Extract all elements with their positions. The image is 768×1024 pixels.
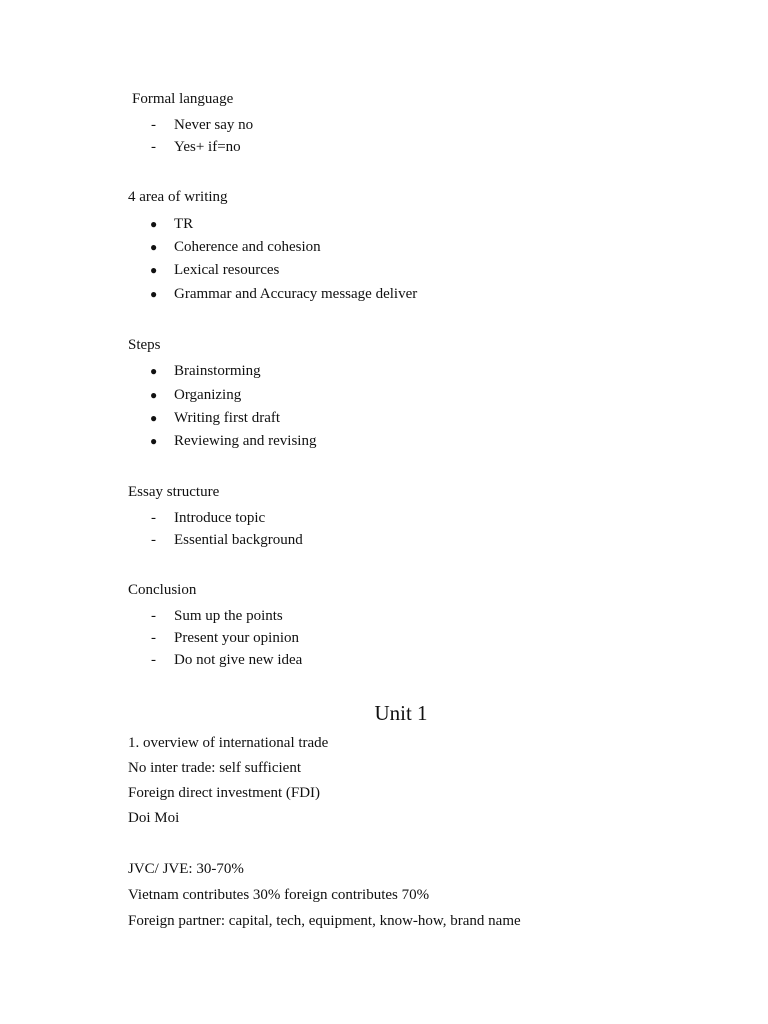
- list-item: Yes+ if=no: [174, 139, 241, 155]
- bullet-marker: ●: [150, 287, 158, 301]
- jvc-line: Vietnam contributes 30% foreign contributes 70%: [128, 887, 430, 903]
- steps-heading: Steps: [128, 337, 161, 353]
- unit-line: No inter trade: self sufficient: [128, 760, 301, 776]
- unit-line: Foreign direct investment (FDI): [128, 785, 321, 801]
- jvc-line: JVC/ JVE: 30-70%: [128, 861, 244, 877]
- writing-areas-heading: 4 area of writing: [128, 189, 228, 205]
- dash-marker: -: [151, 532, 156, 548]
- list-item: Brainstorming: [174, 363, 261, 379]
- list-item: Do not give new idea: [174, 652, 303, 668]
- unit-line: Doi Moi: [128, 810, 180, 826]
- list-item: Sum up the points: [174, 608, 283, 624]
- bullet-marker: ●: [150, 217, 158, 231]
- list-item: Present your opinion: [174, 630, 299, 646]
- list-item: Grammar and Accuracy message deliver: [174, 286, 418, 302]
- list-item: Never say no: [174, 117, 254, 133]
- list-item: Introduce topic: [174, 510, 266, 526]
- list-item: TR: [174, 216, 194, 232]
- dash-marker: -: [151, 630, 156, 646]
- jvc-line: Foreign partner: capital, tech, equipment, know-how, brand name: [128, 913, 521, 929]
- list-item: Lexical resources: [174, 262, 280, 278]
- bullet-marker: ●: [150, 240, 158, 254]
- list-item: Essential background: [174, 532, 303, 548]
- formal-language-heading: Formal language: [132, 91, 234, 107]
- dash-marker: -: [151, 117, 156, 133]
- essay-structure-heading: Essay structure: [128, 484, 220, 500]
- bullet-marker: ●: [150, 388, 158, 402]
- dash-marker: -: [151, 139, 156, 155]
- bullet-marker: ●: [150, 434, 158, 448]
- list-item: Organizing: [174, 387, 242, 403]
- dash-marker: -: [151, 652, 156, 668]
- bullet-marker: ●: [150, 364, 158, 378]
- dash-marker: -: [151, 510, 156, 526]
- bullet-marker: ●: [150, 411, 158, 425]
- list-item: Reviewing and revising: [174, 433, 317, 449]
- bullet-marker: ●: [150, 263, 158, 277]
- unit-line: 1. overview of international trade: [128, 735, 329, 751]
- dash-marker: -: [151, 608, 156, 624]
- conclusion-heading: Conclusion: [128, 582, 197, 598]
- unit-title: Unit 1: [374, 701, 428, 725]
- list-item: Writing first draft: [174, 410, 281, 426]
- list-item: Coherence and cohesion: [174, 239, 321, 255]
